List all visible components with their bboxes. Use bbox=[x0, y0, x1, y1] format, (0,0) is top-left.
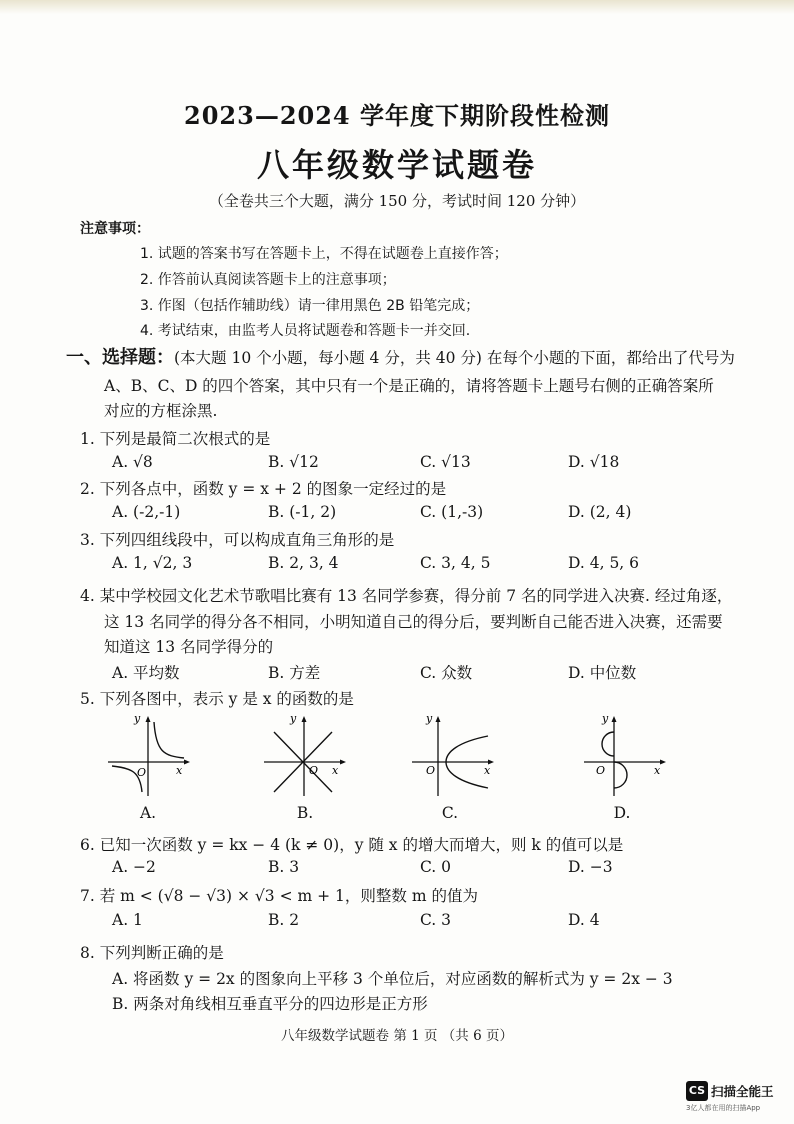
q2-option-a: A. (-2,-1) bbox=[112, 503, 181, 521]
axis-label-y: y bbox=[134, 712, 141, 725]
q2-option-b: B. (-1, 2) bbox=[268, 503, 337, 521]
axis-label-x: x bbox=[176, 764, 183, 777]
q5-caption-c: C. bbox=[441, 804, 459, 822]
q5-graph-a bbox=[104, 712, 194, 798]
question-1-stem: 1. 下列是最简二次根式的是 bbox=[80, 430, 271, 448]
q6-option-b: B. 3 bbox=[268, 858, 300, 876]
question-4-stem-line3: 知道这 13 名同学得分的 bbox=[104, 638, 274, 656]
origin-label: O bbox=[309, 764, 319, 777]
section1-title: 一、选择题： bbox=[66, 347, 174, 368]
question-5-stem: 5. 下列各图中，表示 y 是 x 的函数的是 bbox=[80, 690, 354, 708]
axis-label-y: y bbox=[426, 712, 433, 725]
q4-option-a: A. 平均数 bbox=[112, 664, 180, 682]
section1-header bbox=[66, 346, 735, 370]
notice-item: 3. 作图（包括作辅助线）请一律用黑色 2B 铅笔完成； bbox=[140, 298, 480, 314]
origin-label: O bbox=[596, 764, 606, 777]
notice-item: 4. 考试结束，由监考人员将试题卷和答题卡一并交回. bbox=[140, 323, 471, 339]
question-4-stem: 4. 某中学校园文化艺术节歌唱比赛有 13 名同学参赛，得分前 7 名的同学进入决赛. 经过角逐， bbox=[80, 587, 733, 605]
q4-option-b: B. 方差 bbox=[268, 664, 321, 682]
q5-graph-c bbox=[408, 712, 498, 798]
q4-option-c: C. 众数 bbox=[420, 664, 473, 682]
q5-graph-d bbox=[580, 712, 670, 798]
q7-option-a: A. 1 bbox=[112, 911, 143, 929]
q3-option-a: A. 1, √2, 3 bbox=[112, 554, 193, 572]
question-8-stem: 8. 下列判断正确的是 bbox=[80, 944, 224, 962]
watermark-subtext: 3亿人都在用的扫描App bbox=[686, 1103, 761, 1112]
q3-option-c: C. 3, 4, 5 bbox=[420, 554, 491, 572]
question-2-stem: 2. 下列各点中，函数 y = x + 2 的图象一定经过的是 bbox=[80, 480, 447, 498]
section1-desc-line3: 对应的方框涂黑. bbox=[104, 402, 218, 420]
q6-option-c: C. 0 bbox=[420, 858, 452, 876]
page-footer: 八年级数学试题卷 第 1 页 （共 6 页） bbox=[281, 1028, 513, 1044]
section1-desc: (本大题 10 个小题，每小题 4 分，共 40 分) 在每个小题的下面，都给出了代号为 bbox=[174, 349, 735, 367]
exam-subtitle: （全卷共三个大题，满分 150 分，考试时间 120 分钟） bbox=[208, 192, 586, 210]
notice-item: 1. 试题的答案书写在答题卡上，不得在试题卷上直接作答； bbox=[140, 246, 508, 262]
axis-label-y: y bbox=[290, 712, 297, 725]
q6-option-d: D. −3 bbox=[568, 858, 613, 876]
scan-top-band bbox=[0, 0, 794, 14]
origin-label: O bbox=[426, 764, 436, 777]
camscanner-logo-icon: CS bbox=[686, 1081, 708, 1101]
q4-option-d: D. 中位数 bbox=[568, 664, 637, 682]
q3-option-b: B. 2, 3, 4 bbox=[268, 554, 339, 572]
axis-label-y: y bbox=[602, 712, 609, 725]
q8-option-a: A. 将函数 y = 2x 的图象向上平移 3 个单位后，对应函数的解析式为 y = 2x − 3 bbox=[112, 970, 673, 988]
q3-option-d: D. 4, 5, 6 bbox=[568, 554, 640, 572]
q7-option-d: D. 4 bbox=[568, 911, 600, 929]
q1-option-c: C. √13 bbox=[420, 453, 471, 471]
notice-heading: 注意事项： bbox=[80, 221, 150, 237]
axis-label-x: x bbox=[484, 764, 491, 777]
exam-title-line2: 八年级数学试题卷 bbox=[256, 146, 537, 184]
question-3-stem: 3. 下列四组线段中，可以构成直角三角形的是 bbox=[80, 531, 395, 549]
q7-option-b: B. 2 bbox=[268, 911, 300, 929]
q8-option-b: B. 两条对角线相互垂直平分的四边形是正方形 bbox=[112, 995, 428, 1013]
q7-option-c: C. 3 bbox=[420, 911, 452, 929]
axis-label-x: x bbox=[654, 764, 661, 777]
q5-graph-b bbox=[260, 712, 350, 798]
question-4-stem-line2: 这 13 名同学的得分各不相同，小明知道自己的得分后，要判断自己能否进入决赛，还需要 bbox=[104, 613, 723, 631]
q2-option-c: C. (1,-3) bbox=[420, 503, 484, 521]
question-6-stem: 6. 已知一次函数 y = kx − 4 (k ≠ 0)，y 随 x 的增大而增大，则 k 的值可以是 bbox=[80, 836, 624, 854]
section1-desc-line2: A、B、C、D 的四个答案，其中只有一个是正确的，请将答题卡上题号右侧的正确答案所 bbox=[104, 377, 714, 395]
q5-caption-b: B. bbox=[296, 804, 314, 822]
exam-title-line1: 2023—2024 学年度下期阶段性检测 bbox=[184, 101, 610, 130]
q1-option-b: B. √12 bbox=[268, 453, 319, 471]
q1-option-a: A. √8 bbox=[112, 453, 153, 471]
q5-caption-a: A. bbox=[139, 804, 157, 822]
axis-label-x: x bbox=[332, 764, 339, 777]
q2-option-d: D. (2, 4) bbox=[568, 503, 632, 521]
q5-caption-d: D. bbox=[613, 804, 631, 822]
q6-option-a: A. −2 bbox=[112, 858, 156, 876]
watermark-name: 扫描全能王 bbox=[711, 1083, 774, 1099]
question-7-stem: 7. 若 m < (√8 − √3) × √3 < m + 1，则整数 m 的值为 bbox=[80, 887, 478, 905]
notice-item: 2. 作答前认真阅读答题卡上的注意事项； bbox=[140, 272, 396, 288]
origin-label: O bbox=[137, 766, 147, 779]
scanner-watermark bbox=[686, 1080, 786, 1113]
q1-option-d: D. √18 bbox=[568, 453, 620, 471]
